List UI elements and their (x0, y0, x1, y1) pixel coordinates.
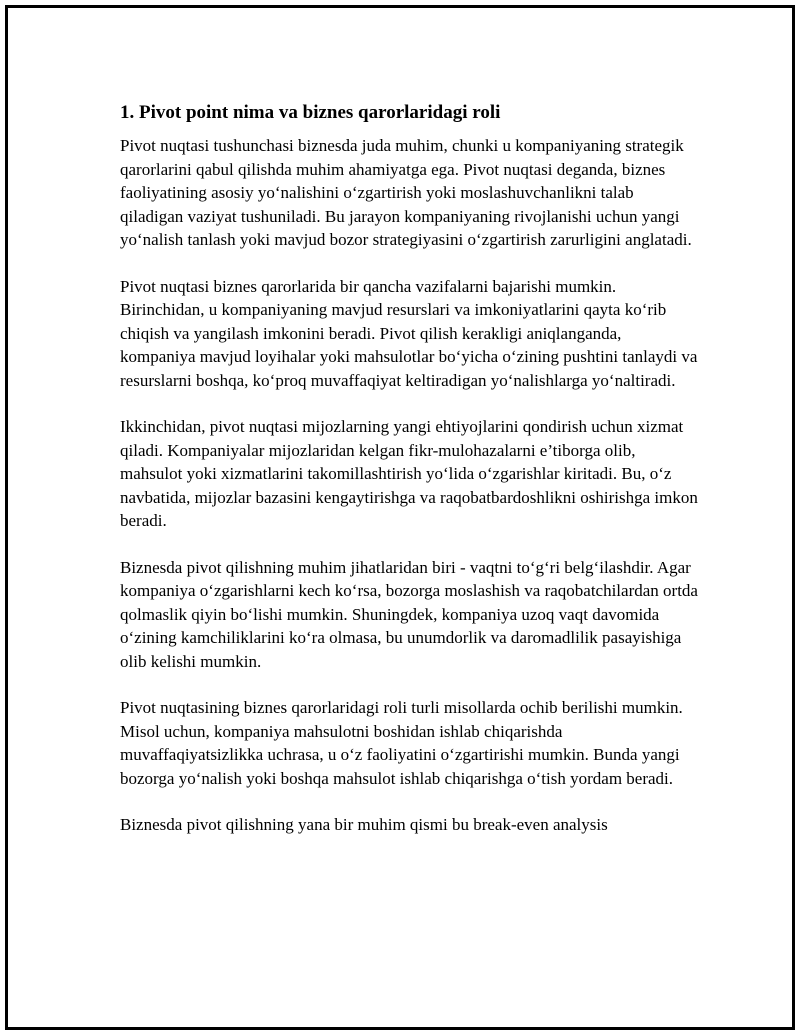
paragraph-5: Pivot nuqtasining biznes qarorlaridagi roli turli misollarda ochib berilishi mumkin. Misol uchun, kompaniya mahsulotni boshidan ishlab chiqarishda muvaffaqiyatsizlikka uchrasa, u o‘z faoliyatini o‘zgartirishi mumkin. Bunda yangi bozorga yo‘nalish yoki boshqa mahsulot ishlab chiqarishga o‘tish yordam beradi. (120, 698, 683, 788)
paragraph-6: Biznesda pivot qilishning yana bir muhim qismi bu break-even analysis (120, 815, 608, 834)
paragraph-1: Pivot nuqtasi tushunchasi biznesda juda muhim, chunki u kompaniyaning strategik qarorlarini qabul qilishda muhim ahamiyatga ega. Pivot nuqtasi deganda, biznes faoliyatining asosiy yo‘nalishini o‘zgartirish yoki moslashuvchanlikni talab qiladigan vaziyat tushuniladi. Bu jarayon kompaniyaning rivojlanishi uchun yangi yo‘nalish tanlash yoki mavjud bozor strategiyasini o‘zgartirish zarurligini anglatadi. (120, 136, 692, 249)
paragraph-2: Pivot nuqtasi biznes qarorlarida bir qancha vazifalarni bajarishi mumkin. Birinchidan, u kompaniyaning mavjud resurslari va imkoniyatlarini qayta ko‘rib chiqish va yangilash imkonini beradi. Pivot qilish kerakligi aniqlanganda, kompaniya mavjud loyihalar yoki mahsulotlar bo‘yicha o‘zining pushtini tanlaydi va resurslarni boshqa, ko‘proq muvaffaqiyat keltiradigan yo‘nalishlarga yo‘naltiradi. (120, 276, 698, 390)
section-heading: 1. Pivot point nima va biznes qarorlaridagi roli (120, 102, 501, 123)
paragraph-4: Biznesda pivot qilishning muhim jihatlaridan biri - vaqtni to‘g‘ri belg‘ilashdir. Agar kompaniya o‘zgarishlarni kech ko‘rsa, bozorga moslashish va raqobatchilardan ortda qolmaslik qiyin bo‘lishi mumkin. Shuningdek, kompaniya uzoq vaqt davomida o‘zining kamchiliklarini ko‘ra olmasa, bu unumdorlik va daromadlilik pasayishiga olib kelishi mumkin. (120, 557, 698, 671)
document-body (120, 100, 700, 860)
paragraph-3: Ikkinchidan, pivot nuqtasi mijozlarning yangi ehtiyojlarini qondirish uchun xizmat qiladi. Kompaniyalar mijozlaridan kelgan fikr-mulohazalarni e’tiborga olib, mahsulot yoki xizmatlarini takomillashtirish yo‘lida o‘zgarishlar kiritadi. Bu, o‘z navbatida, mijozlar bazasini kengaytirishga va raqobatbardoshlikni oshirishga imkon beradi. (120, 417, 698, 530)
page-frame (5, 5, 795, 1030)
